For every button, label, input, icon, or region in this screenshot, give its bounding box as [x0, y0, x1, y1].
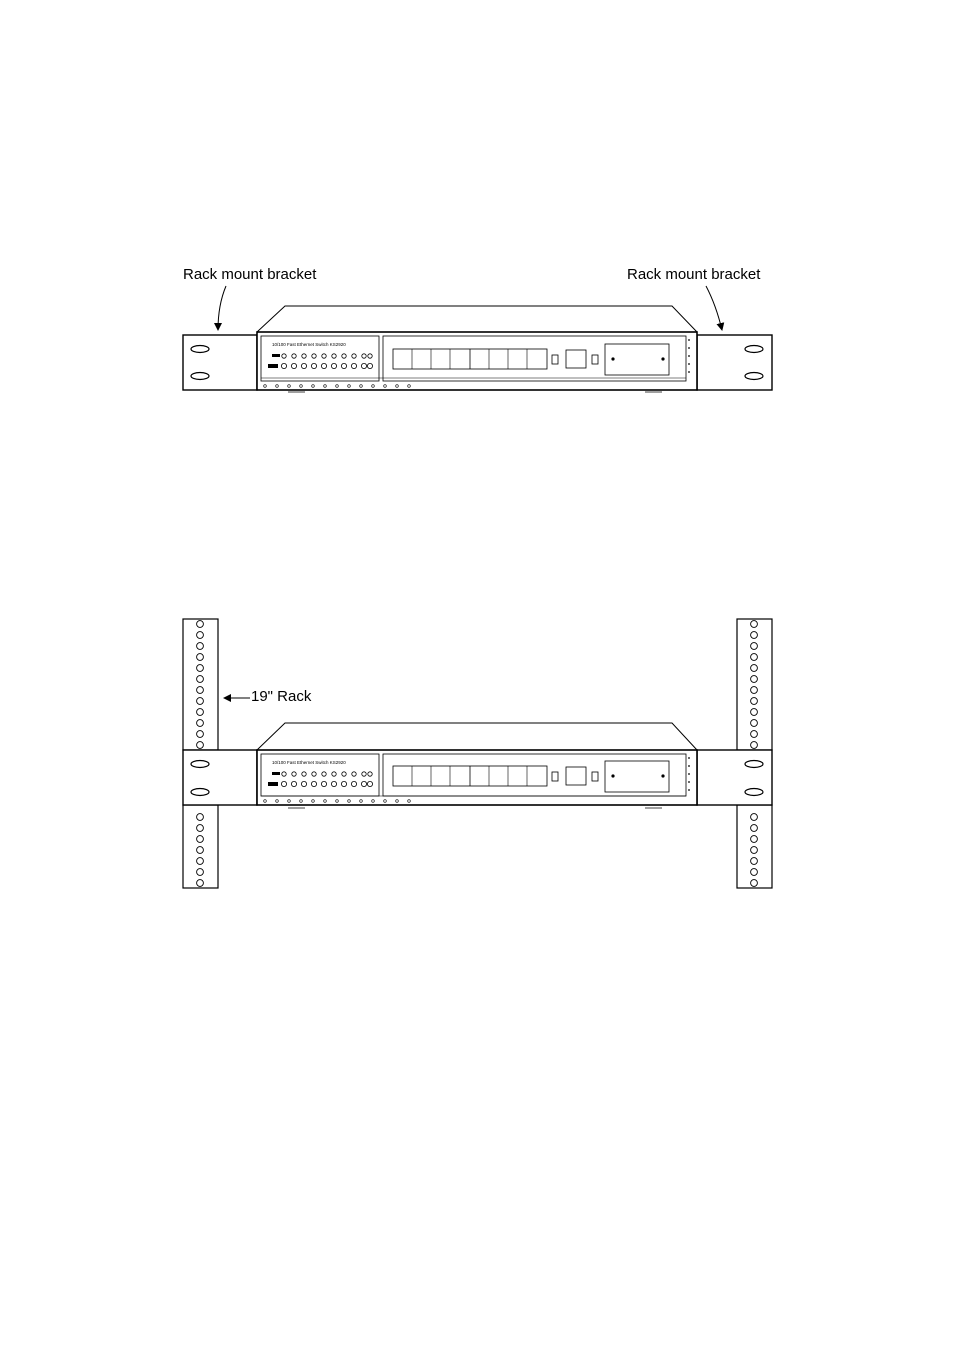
switch-model-text: 10/100 Fast Ethernet Switch KS2920	[272, 760, 346, 765]
left-rack-bracket	[183, 750, 257, 805]
left-rack-bracket	[183, 335, 257, 390]
switch-model-text: 10/100 Fast Ethernet Switch KS2920	[272, 342, 346, 347]
right-rack-bracket	[697, 335, 772, 390]
left-bracket-arrow	[218, 286, 226, 330]
figure-rack-mounting	[183, 619, 772, 888]
left-bracket-label: Rack mount bracket	[183, 266, 317, 283]
right-rack-bracket	[697, 750, 772, 805]
right-bracket-label: Rack mount bracket	[627, 266, 761, 283]
switch-top-cover	[257, 306, 697, 332]
switch-unit-mounted	[183, 723, 772, 808]
rack-label: 19" Rack	[251, 688, 312, 705]
figure-bracket-attachment	[183, 266, 772, 392]
switch-top-cover	[257, 723, 697, 750]
switch-front-panel	[257, 750, 697, 805]
switch-unit	[183, 306, 772, 392]
right-bracket-arrow	[706, 286, 722, 330]
